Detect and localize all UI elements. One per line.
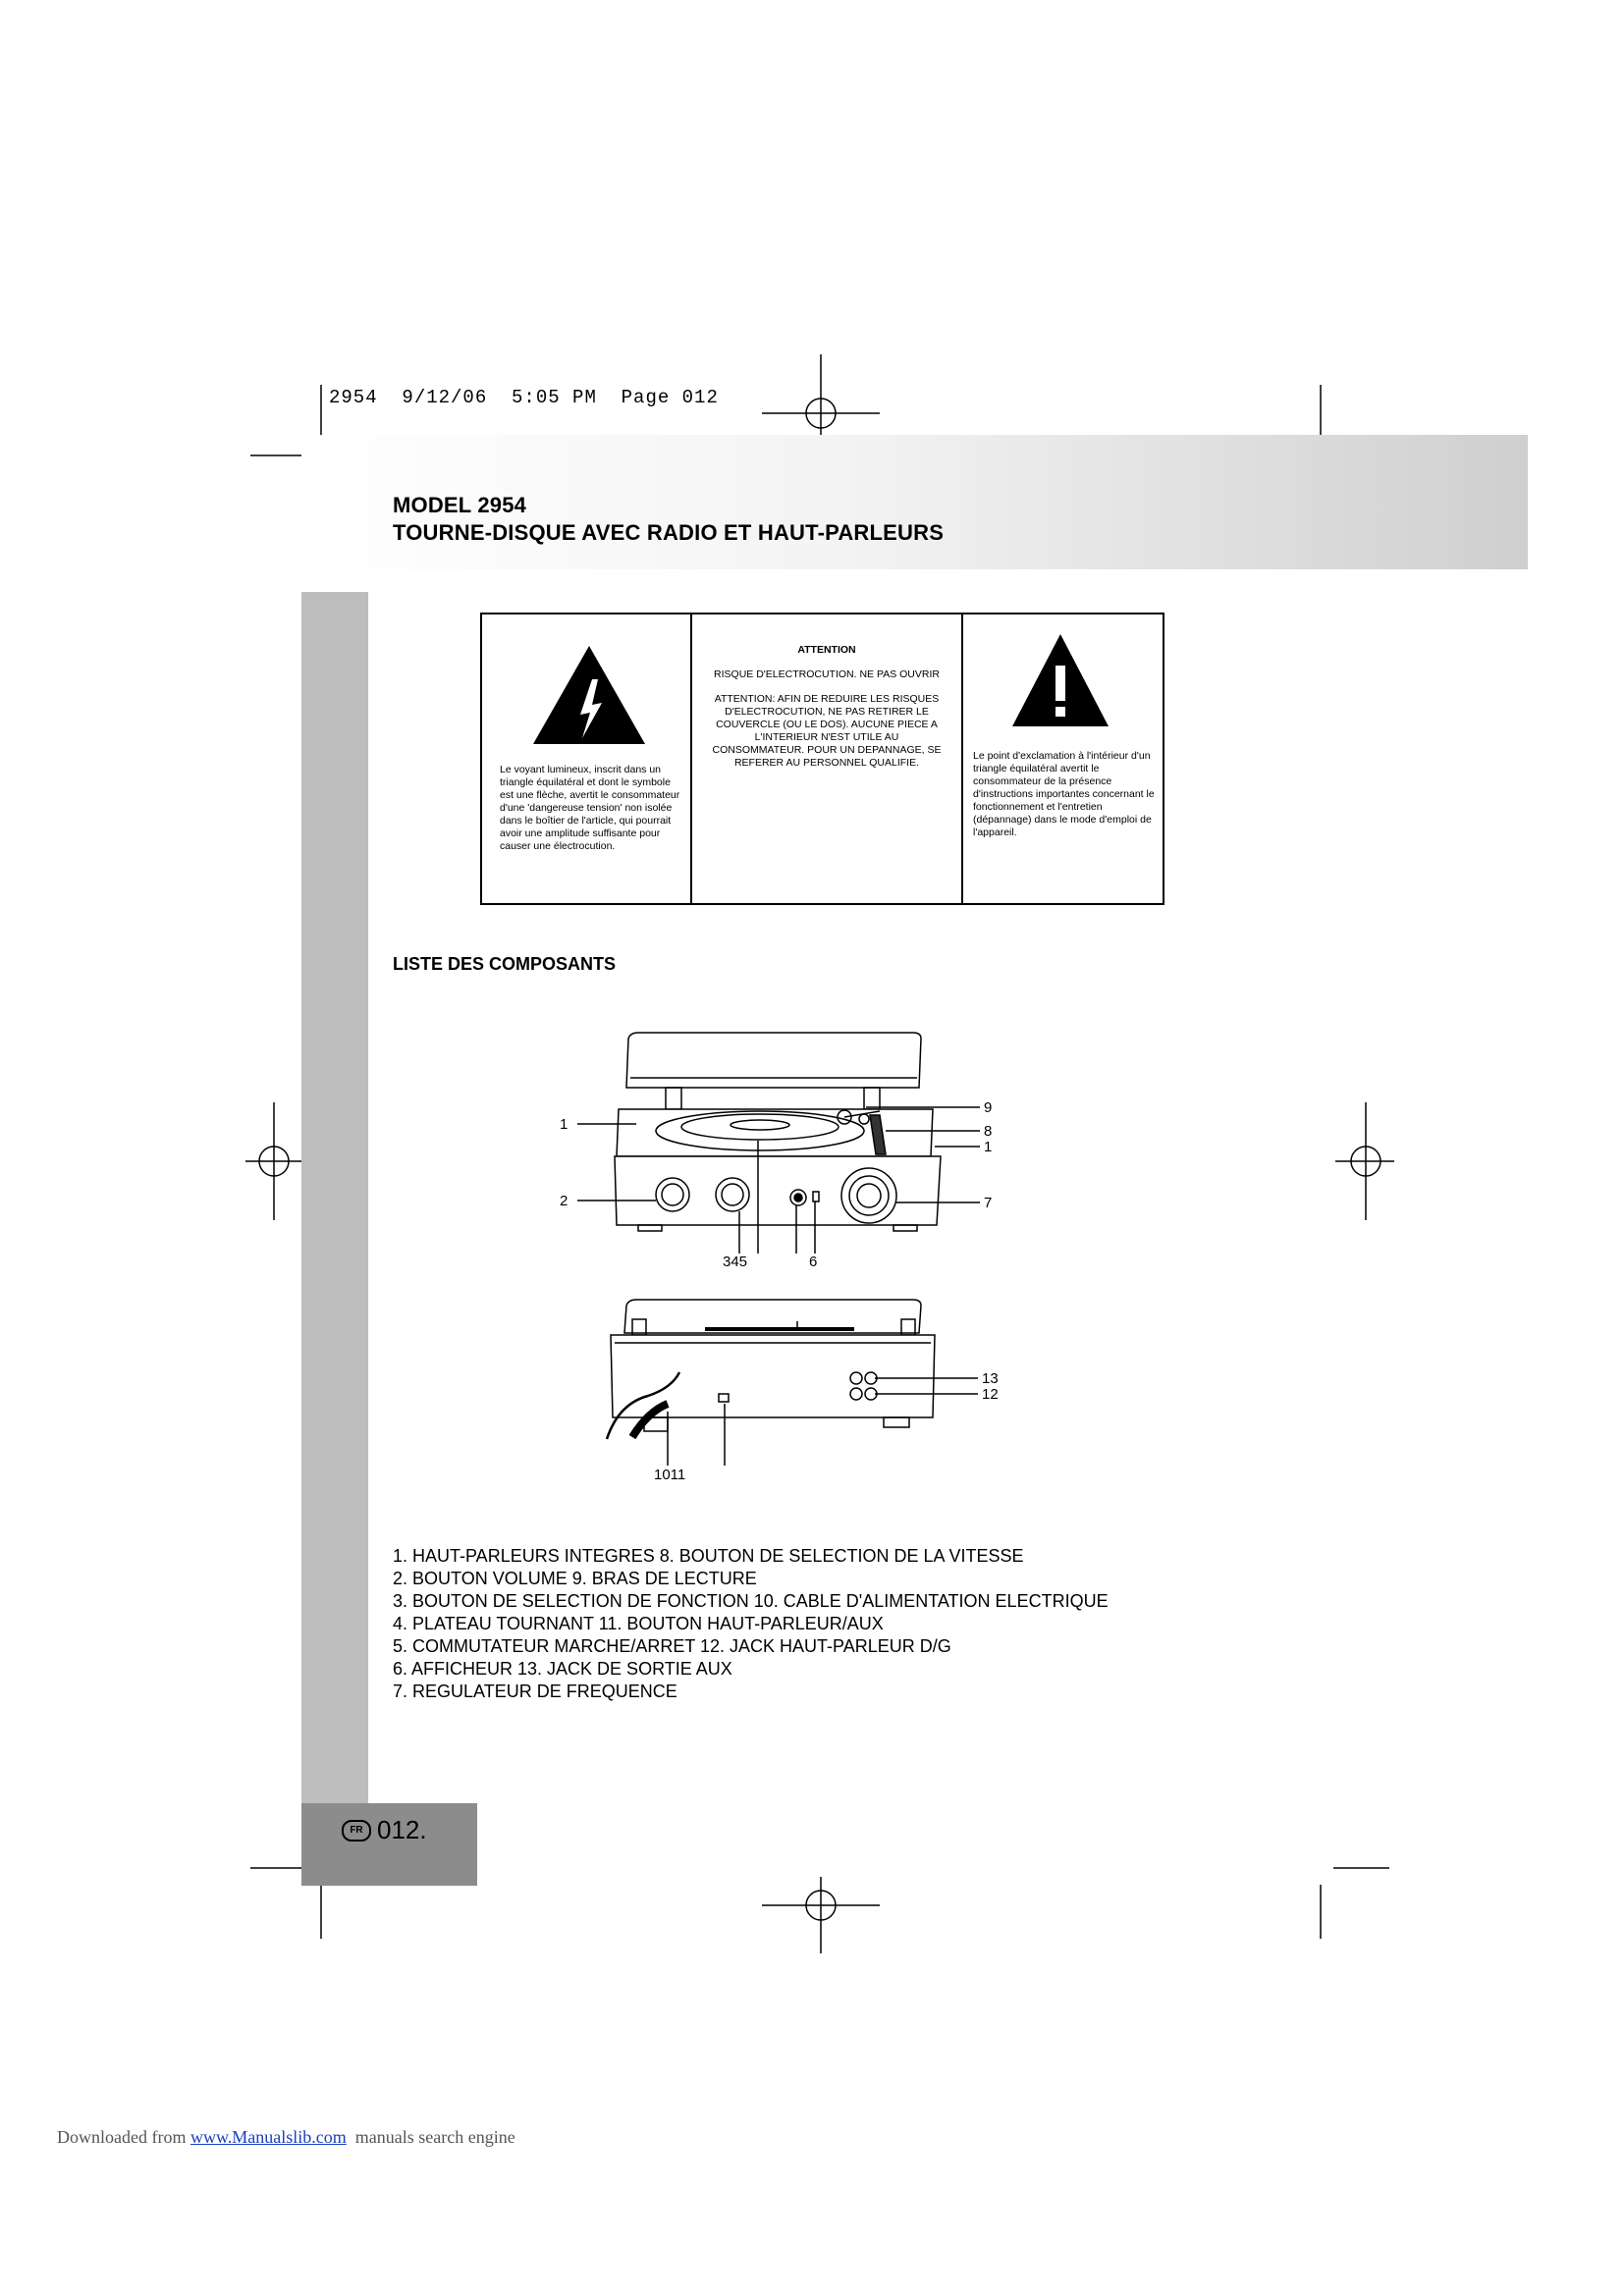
warning-center-title: ATTENTION [797,644,856,656]
front-label: 7 [984,1195,993,1211]
list-item: 2. BOUTON VOLUME 9. BRAS DE LECTURE [393,1569,757,1588]
warning-center-line1: RISQUE D'ELECTROCUTION. NE PAS OUVRIR [714,668,940,680]
list-item: 3. BOUTON DE SELECTION DE FONCTION 10. CABLE D'ALIMENTATION ELECTRIQUE [393,1591,1109,1611]
list-item: 4. PLATEAU TOURNANT 11. BOUTON HAUT-PARLEUR/AUX [393,1614,884,1633]
page-number [342,1815,427,1845]
list-item: 6. AFFICHEUR 13. JACK DE SORTIE AUX [393,1659,732,1679]
side-bar [301,592,368,1886]
component-list-title: LISTE DES COMPOSANTS [393,954,617,974]
warning-right-text: Le point d'exclamation à l'intérieur d'un triangle équilatéral avertit le consommateur de la présence d'instructions importantes concernant le fonctionnement et l'entretien (dépannage) dans le mode d'emploi de l'appareil. [973,750,1155,838]
front-label: 6 [809,1254,818,1270]
turntable-back-diagram [589,1294,1001,1490]
warning-center-column [692,614,963,903]
list-item: 1. HAUT-PARLEURS INTEGRES 8. BOUTON DE SELECTION DE LA VITESSE [393,1546,1024,1566]
component-list [393,1545,1109,1703]
front-label: 2 [560,1193,568,1209]
safety-warning-box [480,613,1164,905]
turntable-front-diagram [550,1031,1001,1276]
list-item: 5. COMMUTATEUR MARCHE/ARRET 12. JACK HAUT-PARLEUR D/G [393,1636,951,1656]
model-title: MODEL 2954 [393,493,527,517]
lightning-triangle-icon [531,644,647,746]
front-label: 8 [984,1123,993,1140]
list-item: 7. REGULATEUR DE FREQUENCE [393,1682,677,1701]
download-footer [57,2127,515,2148]
language-badge: FR [342,1820,371,1842]
front-label: 1 [984,1139,993,1155]
page-subtitle: TOURNE-DISQUE AVEC RADIO ET HAUT-PARLEURS [393,520,945,545]
warning-left-text: Le voyant lumineux, inscrit dans un triangle équilatéral et dont le symbole est une flèche, avertit le consommateur d'une 'dangereuse tension' non isolée dans le boîtier de l'article, qui pourrait avoir une amplitude suffisante pour causer une électrocution. [500,764,680,852]
back-label: 13 [982,1370,999,1387]
footer-suffix: manuals search engine [346,2127,515,2147]
footer-prefix: Downloaded from [57,2127,190,2147]
warning-right-column [963,614,1164,903]
back-label: 12 [982,1386,999,1403]
front-label: 1 [560,1116,568,1133]
front-label: 345 [723,1254,748,1270]
front-label: 9 [984,1099,993,1116]
manualslib-link[interactable]: www.Manualslib.com [189,2127,347,2147]
print-slug: 2954 9/12/06 5:05 PM Page 012 [329,387,719,408]
exclamation-triangle-icon [1010,632,1110,728]
warning-left-column [482,614,692,903]
back-label: 1011 [654,1467,686,1483]
warning-center-line2: ATTENTION: AFIN DE REDUIRE LES RISQUES D'ELECTROCUTION, NE PAS RETIRER LE COUVERCLE (OU LE DOS). AUCUNE PIECE A L'INTERIEUR N'EST UTILE AU CONSOMMATEUR. POUR UN DEPANNAGE, SE REFERER AU PERSONNEL QUALIFIE. [712,693,942,769]
page-number-text: 012. [377,1815,427,1844]
